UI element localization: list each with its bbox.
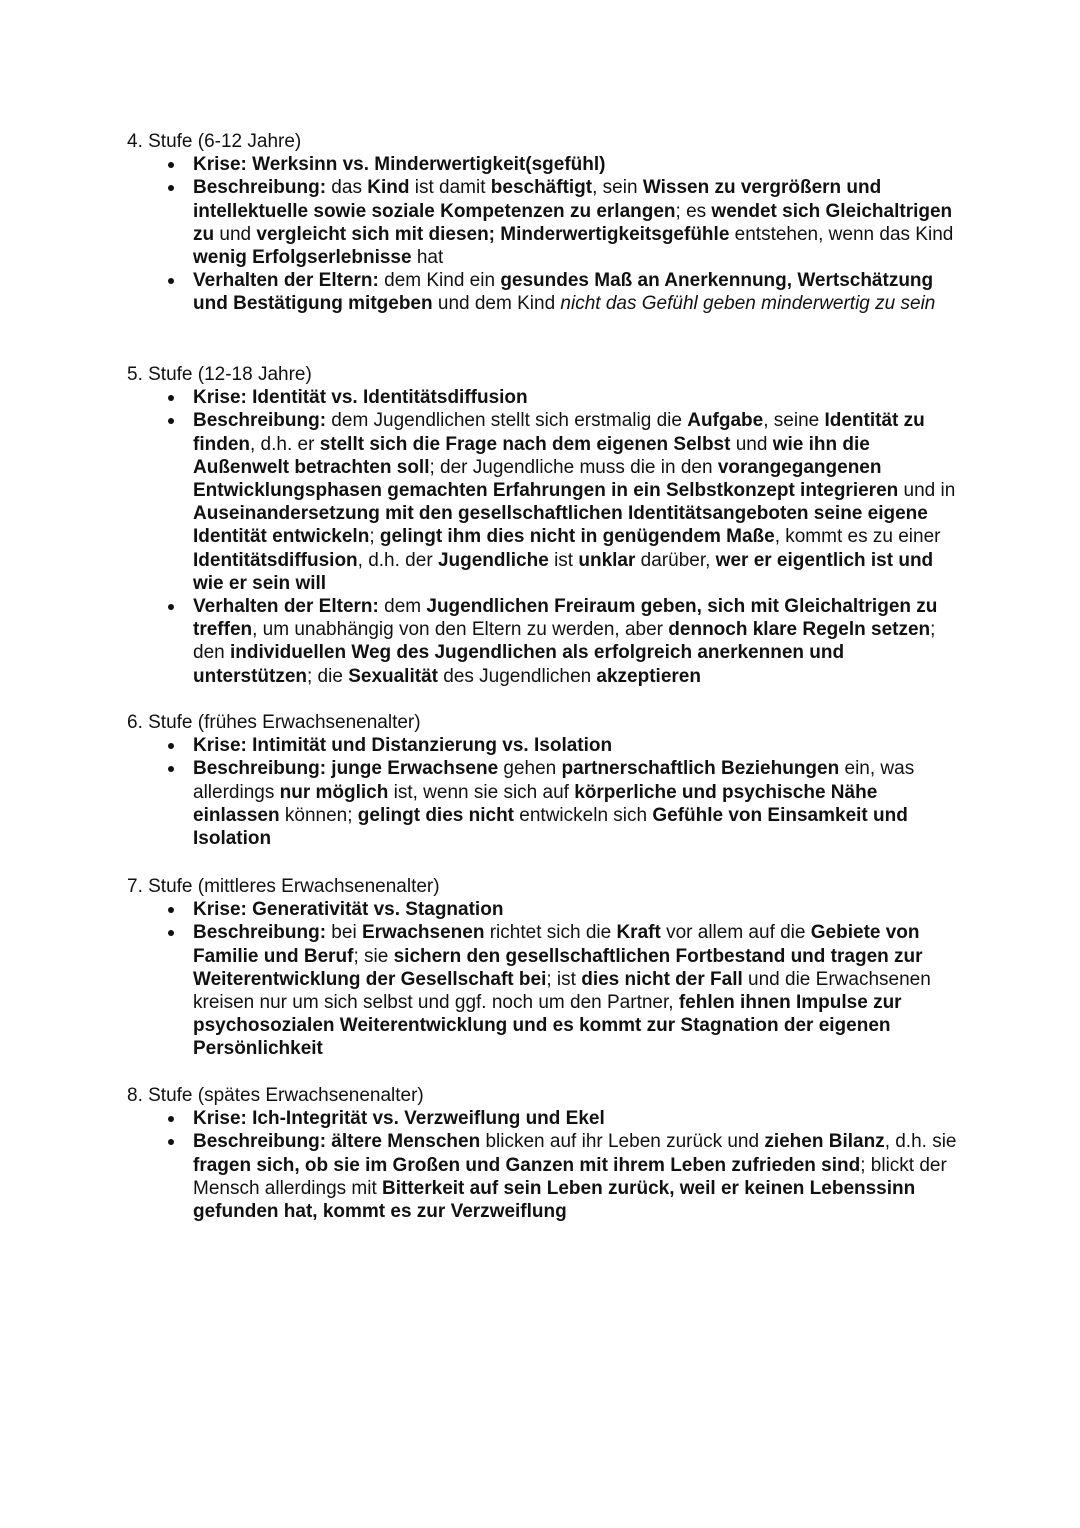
text-run: darüber,	[635, 549, 716, 571]
bold-run: Kind	[367, 177, 410, 199]
text-run: ; der Jugendliche muss die in den	[429, 456, 718, 478]
bold-run: Erwachsenen	[361, 922, 485, 944]
bold-run: Beschreibung: junge Erwachsene	[193, 758, 499, 780]
text-run: dem Jugendlichen stellt sich erstmalig die	[326, 410, 688, 432]
text-run: bei	[326, 922, 362, 944]
stage-title: 5. Stufe (12-18 Jahre)	[127, 364, 312, 385]
bold-run: Krise: Werksinn vs. Minderwertigkeit(sgefühl)	[193, 154, 606, 176]
stage-items	[127, 734, 957, 850]
bold-run: körperliche und psychische Nähe einlassen	[193, 781, 878, 826]
text-run: , d.h. der	[357, 549, 438, 571]
bold-run: Krise: Generativität vs. Stagnation	[193, 899, 504, 921]
bold-run: Gefühle von Einsamkeit und Isolation	[193, 804, 908, 850]
bold-run: wendet sich Gleichaltrigen zu	[193, 200, 953, 245]
text-run: , sein	[592, 177, 643, 199]
stage-title: 4. Stufe (6-12 Jahre)	[127, 131, 302, 152]
bold-run: Identitätsdiffusion	[193, 549, 358, 571]
bold-run: Krise: Identität vs. Identitätsdiffusion	[193, 387, 528, 409]
parent-behavior-item	[127, 269, 957, 315]
stage-items	[127, 1107, 957, 1223]
bold-run: wenig Erfolgserlebnisse	[193, 247, 412, 269]
crisis-item	[127, 386, 957, 409]
bold-run: Identität zu finden	[193, 410, 925, 455]
bold-run: Krise: Intimität und Distanzierung vs. Isolation	[193, 735, 613, 757]
stage-items	[127, 153, 957, 315]
text-run: ist	[548, 549, 579, 571]
bold-run: individuellen Weg des Jugendlichen als erfolgreich anerkennen und unterstützen	[193, 642, 845, 687]
stage-items	[127, 386, 957, 688]
stage-title: 7. Stufe (mittleres Erwachsenenalter)	[127, 876, 440, 897]
bold-run: gesundes Maß an Anerkennung, Wertschätzung und Bestätigung mitgeben	[193, 270, 934, 315]
text-run: richtet sich die	[484, 922, 617, 944]
bold-run: Verhalten der Eltern:	[193, 596, 379, 618]
text-run: können;	[279, 804, 358, 826]
bold-run: akzeptieren	[596, 665, 701, 687]
text-run: gehen	[498, 758, 562, 780]
bold-run: Wissen zu vergrößern und intellektuelle sowie soziale Kompetenzen zu erlangen	[193, 177, 882, 222]
crisis-item	[127, 898, 957, 921]
bold-run: ziehen Bilanz	[764, 1131, 885, 1153]
bold-run: Beschreibung:	[193, 922, 327, 944]
text-run: hat	[411, 247, 444, 269]
bold-run: stellt sich die Frage nach dem eigenen Selbst	[319, 433, 731, 455]
crisis-item	[127, 153, 957, 176]
text-run: , seine	[763, 410, 825, 432]
bold-run: partnerschaftlich Beziehungen	[561, 758, 840, 780]
bold-run: Jugendliche	[437, 549, 549, 571]
text-run: und die Erwachsenen kreisen nur um sich selbst und ggf. noch um den Partner,	[193, 968, 931, 1014]
bold-run: Jugendlichen Freiraum geben, sich mit Gleichaltrigen zu treffen	[193, 596, 938, 641]
bold-run: beschäftigt	[490, 177, 593, 199]
bold-run: Beschreibung:	[193, 177, 327, 199]
text-run: ein, was allerdings	[193, 758, 915, 803]
crisis-item	[127, 1107, 957, 1130]
text-run: , d.h. sie	[884, 1131, 957, 1153]
text-run: ; die	[307, 665, 349, 687]
stage-title: 6. Stufe (frühes Erwachsenenalter)	[127, 712, 421, 733]
stage-5	[127, 363, 957, 688]
stage-title: 8. Stufe (spätes Erwachsenenalter)	[127, 1085, 424, 1106]
bold-run: fehlen ihnen Impulse zur psychosozialen Weiterentwicklung und es kommt zur Stagnation der eigenen Persönlichkeit	[193, 992, 902, 1060]
text-run: und	[214, 223, 257, 245]
text-run: ; sie	[353, 945, 394, 967]
bold-run: gelingt dies nicht	[357, 804, 515, 826]
text-run: und	[730, 433, 773, 455]
bold-run: Verhalten der Eltern:	[193, 270, 379, 292]
bold-run: sichern den gesellschaftlichen Fortbestand und tragen zur Weiterentwicklung der Gesellschaft bei	[193, 945, 923, 990]
text-run: ist, wenn sie sich auf	[388, 781, 575, 803]
bold-run: Krise: Ich-Integrität vs. Verzweiflung und Ekel	[193, 1108, 605, 1130]
italic-run: nicht das Gefühl geben minderwertig zu sein	[560, 293, 936, 315]
text-run: dem	[378, 596, 427, 618]
stage-6	[127, 711, 957, 850]
description-item	[127, 409, 957, 595]
text-run: des Jugendlichen	[437, 665, 597, 687]
bold-run: gelingt ihm dies nicht in genügendem Maße	[379, 526, 775, 548]
description-item	[127, 176, 957, 269]
bold-run: Gebiete von Familie und Beruf	[193, 922, 920, 967]
bold-run: vorangegangenen Entwicklungsphasen gemachten Erfahrungen in ein Selbstkonzept integrieren	[193, 456, 899, 502]
stage-items	[127, 898, 957, 1060]
bold-run: unklar	[578, 549, 636, 571]
text-run: ;	[369, 526, 380, 548]
bold-run: vergleicht sich mit diesen; Minderwertigkeitsgefühle	[256, 223, 730, 245]
text-run: ; den	[193, 619, 936, 664]
description-item	[127, 757, 957, 850]
text-run: und dem Kind	[432, 293, 561, 315]
bold-run: nur möglich	[279, 781, 389, 803]
text-run: blicken auf ihr Leben zurück und	[480, 1131, 765, 1153]
stage-4	[127, 130, 957, 316]
bold-run: dennoch klare Regeln setzen	[668, 619, 931, 641]
stage-8	[127, 1084, 957, 1223]
text-run: ist damit	[409, 177, 491, 199]
bold-run: Aufgabe	[687, 410, 764, 432]
text-run: , d.h. er	[250, 433, 320, 455]
text-run: ; ist	[546, 968, 582, 990]
text-run: entstehen, wenn das Kind	[729, 223, 954, 245]
bold-run: Bitterkeit auf sein Leben zurück, weil er keinen Lebenssinn gefunden hat, kommt es zur Verzweiflung	[193, 1177, 916, 1223]
bold-run: Kraft	[616, 922, 661, 944]
text-run: das	[326, 177, 368, 199]
text-run: ; es	[675, 200, 712, 222]
description-item	[127, 1130, 957, 1223]
text-run: vor allem auf die	[660, 922, 811, 944]
text-run: ; blickt der Mensch allerdings mit	[193, 1154, 947, 1199]
text-run: , kommt es zu einer	[774, 526, 941, 548]
bold-run: wie ihn die Außenwelt betrachten soll	[193, 433, 870, 478]
bold-run: Auseinandersetzung mit den gesellschaftlichen Identitätsangeboten seine eigene Identität entwickeln	[193, 503, 928, 548]
stage-7	[127, 875, 957, 1061]
bold-run: Sexualität	[348, 665, 438, 687]
bold-run: dies nicht der Fall	[581, 968, 743, 990]
text-run: dem Kind ein	[378, 270, 501, 292]
description-item	[127, 921, 957, 1060]
bold-run: fragen sich, ob sie im Großen und Ganzen mit ihrem Leben zufrieden sind	[193, 1154, 861, 1176]
bold-run: wer er eigentlich ist und wie er sein will	[193, 549, 934, 594]
text-run: und in	[898, 480, 956, 502]
parent-behavior-item	[127, 595, 957, 688]
crisis-item	[127, 734, 957, 757]
bold-run: Beschreibung:	[193, 410, 327, 432]
bold-run: Beschreibung: ältere Menschen	[193, 1131, 481, 1153]
text-run: entwickeln sich	[514, 804, 653, 826]
text-run: , um unabhängig von den Eltern zu werden, aber	[252, 619, 669, 641]
